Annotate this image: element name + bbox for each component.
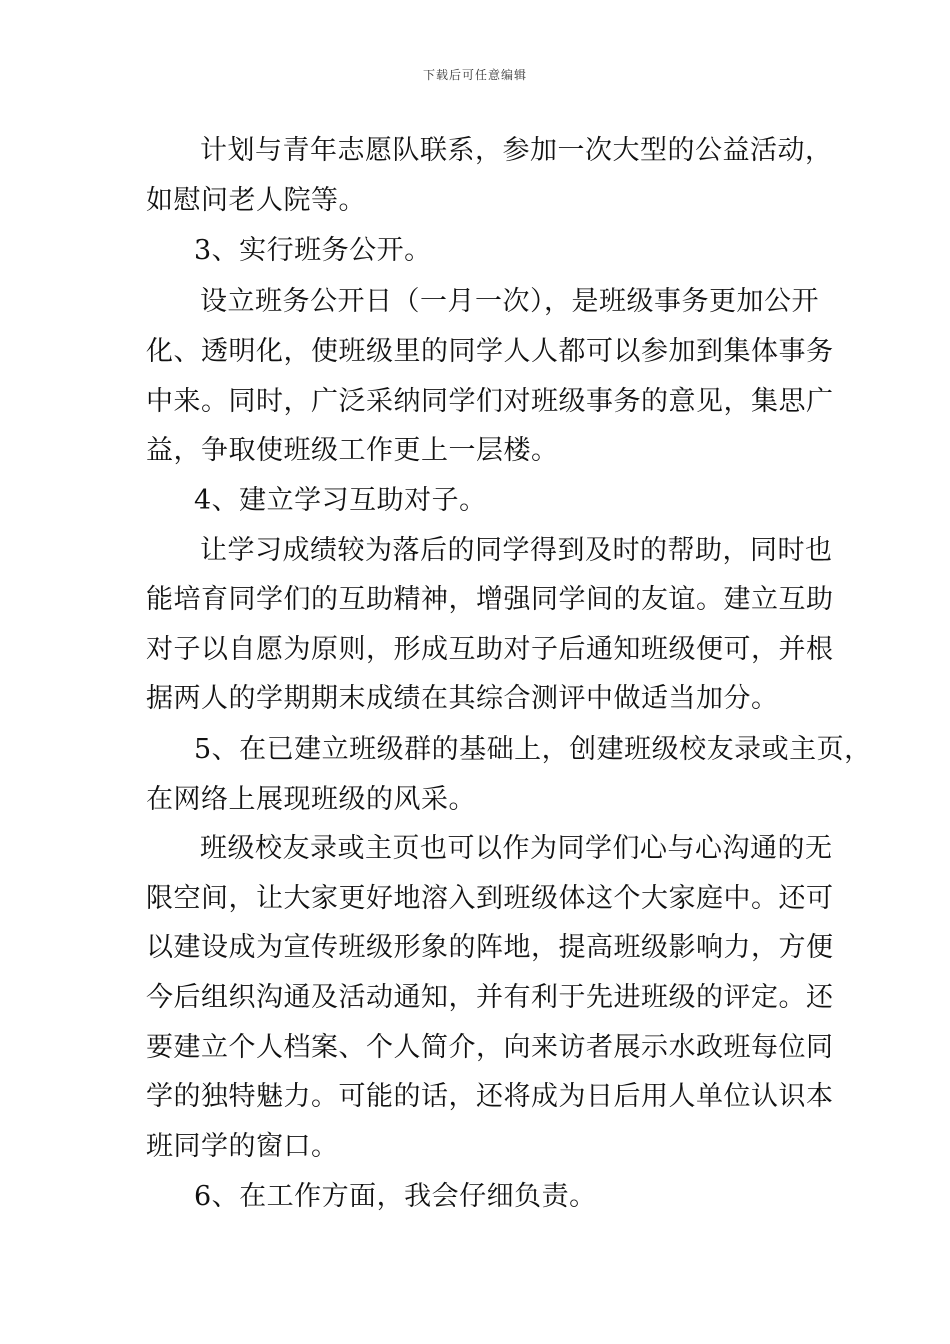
text-line: 限空间，让大家更好地溶入到班级体这个大家庭中。还可 [146,883,834,914]
text-line: 今后组织沟通及活动通知，并有利于先进班级的评定。还 [146,982,834,1013]
page-header-note: 下载后可任意编辑 [422,68,527,82]
text-line: 能培育同学们的互助精神，增强同学间的友谊。建立互助 [146,584,834,615]
section-heading: 3、实行班务公开。 [194,235,432,266]
text-line: 据两人的学期期末成绩在其综合测评中做适当加分。 [146,683,779,714]
text-line: 在网络上展现班级的风采。 [146,784,476,815]
text-line: 让学习成绩较为落后的同学得到及时的帮助，同时也 [200,535,833,566]
section-heading: 6、在工作方面，我会仔细负责。 [194,1181,597,1212]
text-line: 计划与青年志愿队联系，参加一次大型的公益活动， [200,135,833,166]
section-heading: 5、在已建立班级群的基础上，创建班级校友录或主页， [194,734,872,765]
text-line: 中来。同时，广泛采纳同学们对班级事务的意见，集思广 [146,386,834,417]
text-line: 对子以自愿为原则，形成互助对子后通知班级便可，并根 [146,634,834,665]
text-line: 以建设成为宣传班级形象的阵地，提高班级影响力，方便 [146,932,834,963]
text-line: 设立班务公开日（一月一次），是班级事务更加公开 [200,286,819,317]
text-line: 要建立个人档案、个人简介，向来访者展示水政班每位同 [146,1032,834,1063]
text-line: 如慰问老人院等。 [146,185,366,216]
text-line: 学的独特魅力。可能的话，还将成为日后用人单位认识本 [146,1081,834,1112]
text-line: 化、透明化，使班级里的同学人人都可以参加到集体事务 [146,336,834,367]
text-line: 益，争取使班级工作更上一层楼。 [146,435,559,466]
text-line: 班同学的窗口。 [146,1131,339,1162]
text-line: 班级校友录或主页也可以作为同学们心与心沟通的无 [200,833,833,864]
section-heading: 4、建立学习互助对子。 [194,485,487,516]
